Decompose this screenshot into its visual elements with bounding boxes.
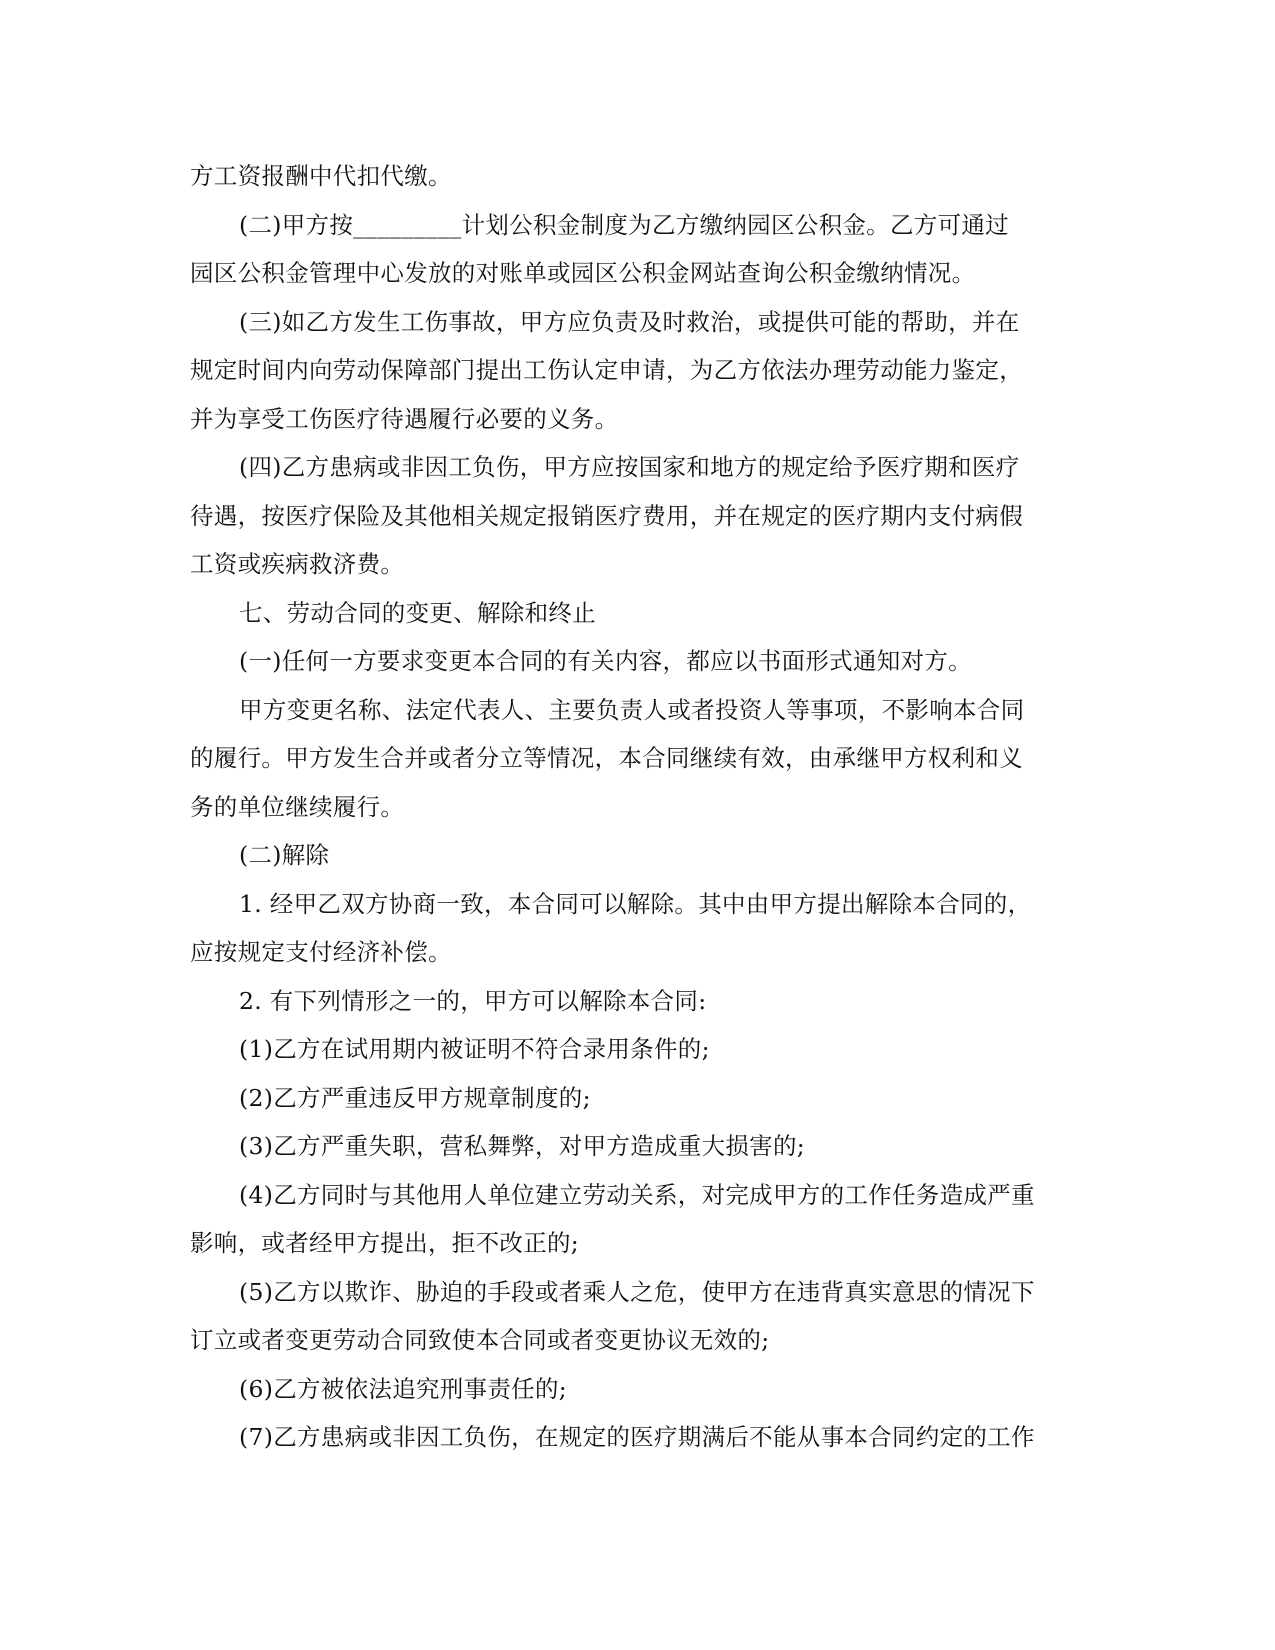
text-line: 待遇，按医疗保险及其他相关规定报销医疗费用，并在规定的医疗期内支付病假 <box>190 501 1023 530</box>
text-line: 工资或疾病救济费。 <box>190 550 405 578</box>
text-line: 1. 经甲乙双方协商一致，本合同可以解除。其中由甲方提出解除本合同的， <box>239 889 1032 918</box>
text-line: 应按规定支付经济补偿。 <box>190 938 452 966</box>
list-item: (6)乙方被依法追究刑事责任的; <box>239 1374 568 1403</box>
list-item: (7)乙方患病或非因工负伤，在规定的医疗期满后不能从事本合同约定的工作 <box>239 1423 1035 1451</box>
text-line: 方工资报酬中代扣代缴。 <box>190 162 452 190</box>
document-body <box>190 152 1070 1462</box>
list-item: (3)乙方严重失职，营私舞弊，对甲方造成重大损害的; <box>239 1132 806 1160</box>
text-line: (一)任何一方要求变更本合同的有关内容，都应以书面形式通知对方。 <box>239 647 972 675</box>
text-line: 2. 有下列情形之一的，甲方可以解除本合同: <box>239 986 707 1015</box>
list-item: (2)乙方严重违反甲方规章制度的; <box>239 1083 591 1112</box>
text-line: 的履行。甲方发生合并或者分立等情况，本合同继续有效，由承继甲方权利和义 <box>190 744 1023 772</box>
text-line: 并为享受工伤医疗待遇履行必要的义务。 <box>190 404 619 433</box>
list-item: (1)乙方在试用期内被证明不符合录用条件的; <box>239 1035 710 1063</box>
text-line: 订立或者变更劳动合同致使本合同或者变更协议无效的; <box>190 1326 770 1354</box>
section-heading: 七、劳动合同的变更、解除和终止 <box>239 598 596 627</box>
text-line: (四)乙方患病或非因工负伤，甲方应按国家和地方的规定给予医疗期和医疗 <box>239 453 1020 481</box>
list-item: (4)乙方同时与其他用人单位建立劳动关系，对完成甲方的工作任务造成严重 <box>239 1180 1035 1209</box>
text-line: (三)如乙方发生工伤事故，甲方应负责及时救治，或提供可能的帮助，并在 <box>239 307 1020 336</box>
text-line: 影响，或者经甲方提出，拒不改正的; <box>190 1229 580 1257</box>
text-line: 务的单位继续履行。 <box>190 792 405 821</box>
text-line: (二)甲方按_________计划公积金制度为乙方缴纳园区公积金。乙方可通过 <box>239 210 1009 239</box>
text-line: 园区公积金管理中心发放的对账单或园区公积金网站查询公积金缴纳情况。 <box>190 259 976 287</box>
text-line: 规定时间内向劳动保障部门提出工伤认定申请，为乙方依法办理劳动能力鉴定， <box>190 356 1023 384</box>
text-line: 甲方变更名称、法定代表人、主要负责人或者投资人等事项，不影响本合同 <box>239 695 1025 724</box>
subsection-heading: (二)解除 <box>239 841 330 869</box>
list-item: (5)乙方以欺诈、胁迫的手段或者乘人之危，使甲方在违背真实意思的情况下 <box>239 1277 1035 1306</box>
